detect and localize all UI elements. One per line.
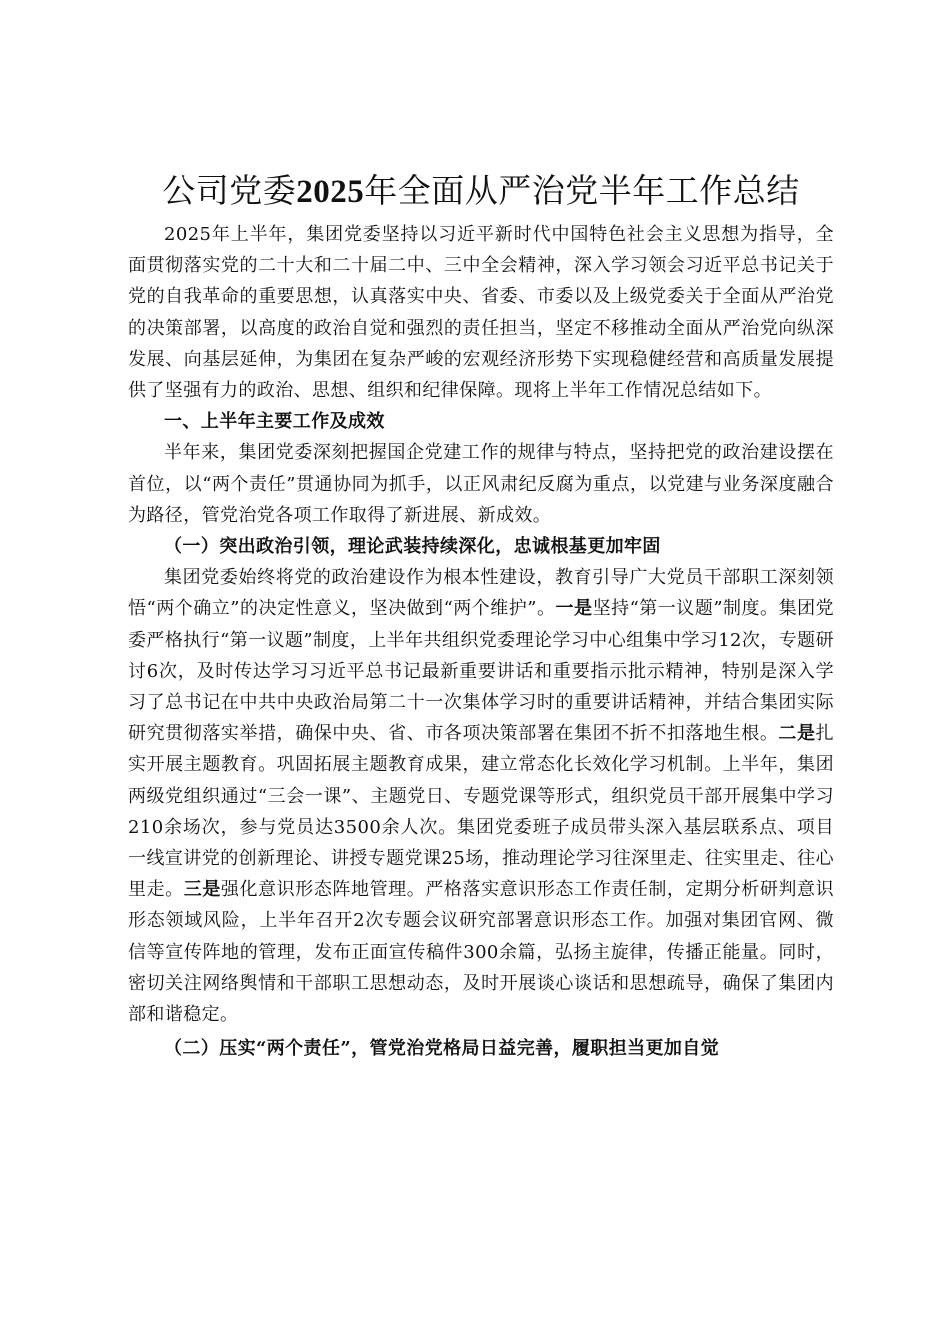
title-year: 2025 [296,174,365,210]
title-prefix: 公司党委 [162,171,297,210]
sub1-text-c: 扎实开展主题教育。巩固拓展主题教育成果，建立常态化长效化学习机制。上半年，集团两级党组织通过“三会一课”、主题党日、专题党课等形式，组织党员干部开展集中学习210余场次，参与党员达3500余人次。集团党委班子成员带头深入基层联系点、项目一线宣讲党的创新理论、讲授专题党课25场，推动理论学习往深里走、往实里走、往心里走。 [128,723,834,901]
document-page [128,168,834,1064]
subsection-2-heading: （二）压实“两个责任”，管党治党格局日益完善，履职担当更加自觉 [164,1038,720,1060]
section-1-intro-paragraph: 半年来，集团党委深刻把握国企党建工作的规律与特点，坚持把党的政治建设摆在首位，以“两个责任”贯通协同为抓手，以正风肃纪反腐为重点，以党建与业务深度融合为路径，管党治党各项工作取得了新进展、新成效。 [128,442,834,526]
subsection-1-paragraph [128,562,834,1030]
subsection-1-heading: （一）突出政治引领，理论武装持续深化，忠诚根基更加牢固 [164,536,661,558]
sub1-marker-3: 三是 [183,879,221,901]
section-1-heading: 一、上半年主要工作及成效 [164,411,385,433]
sub1-text-b: 坚持“第一议题”制度。集团党委严格执行“第一议题”制度，上半年共组织党委理论学习中心组集中学习12次，专题研讨6次，及时传达学习习近平总书记最新重要讲话和重要指示批示精神，特别是深入学习了总书记在中共中央政治局第二十一次集体学习时的重要讲话精神，并结合集团实际研究贯彻落实举措，确保中央、省、市各项决策部署在集团不折不扣落地生根。 [128,598,834,745]
document-title [128,168,834,215]
title-suffix: 年全面从严治党半年工作总结 [364,171,800,210]
sub1-text-d: 强化意识形态阵地管理。严格落实意识形态工作责任制，定期分析研判意识形态领域风险，上半年召开2次专题会议研究部署意识形态工作。加强对集团官网、微信等宣传阵地的管理，发布正面宣传稿件300余篇，弘扬主旋律，传播正能量。同时，密切关注网络舆情和干部职工思想动态，及时开展谈心谈话和思想疏导，确保了集团内部和谐稳定。 [128,879,834,1026]
sub1-marker-2: 二是 [778,723,816,745]
sub1-text-a: 集团党委始终将党的政治建设作为根本性建设，教育引导广大党员干部职工深刻领悟“两个确立”的决定性意义，坚决做到“两个维护”。 [128,567,834,620]
intro-paragraph: 2025年上半年，集团党委坚持以习近平新时代中国特色社会主义思想为指导，全面贯彻落实党的二十大和二十届二中、三中全会精神，深入学习领会习近平总书记关于党的自我革命的重要思想，认真落实中央、省委、市委以及上级党委关于全面从严治党的决策部署，以高度的政治自觉和强烈的责任担当，坚定不移推动全面从严治党向纵深发展、向基层延伸，为集团在复杂严峻的宏观经济形势下实现稳健经营和高质量发展提供了坚强有力的政治、思想、组织和纪律保障。现将上半年工作情况总结如下。 [128,224,834,402]
sub1-marker-1: 一是 [555,598,593,620]
